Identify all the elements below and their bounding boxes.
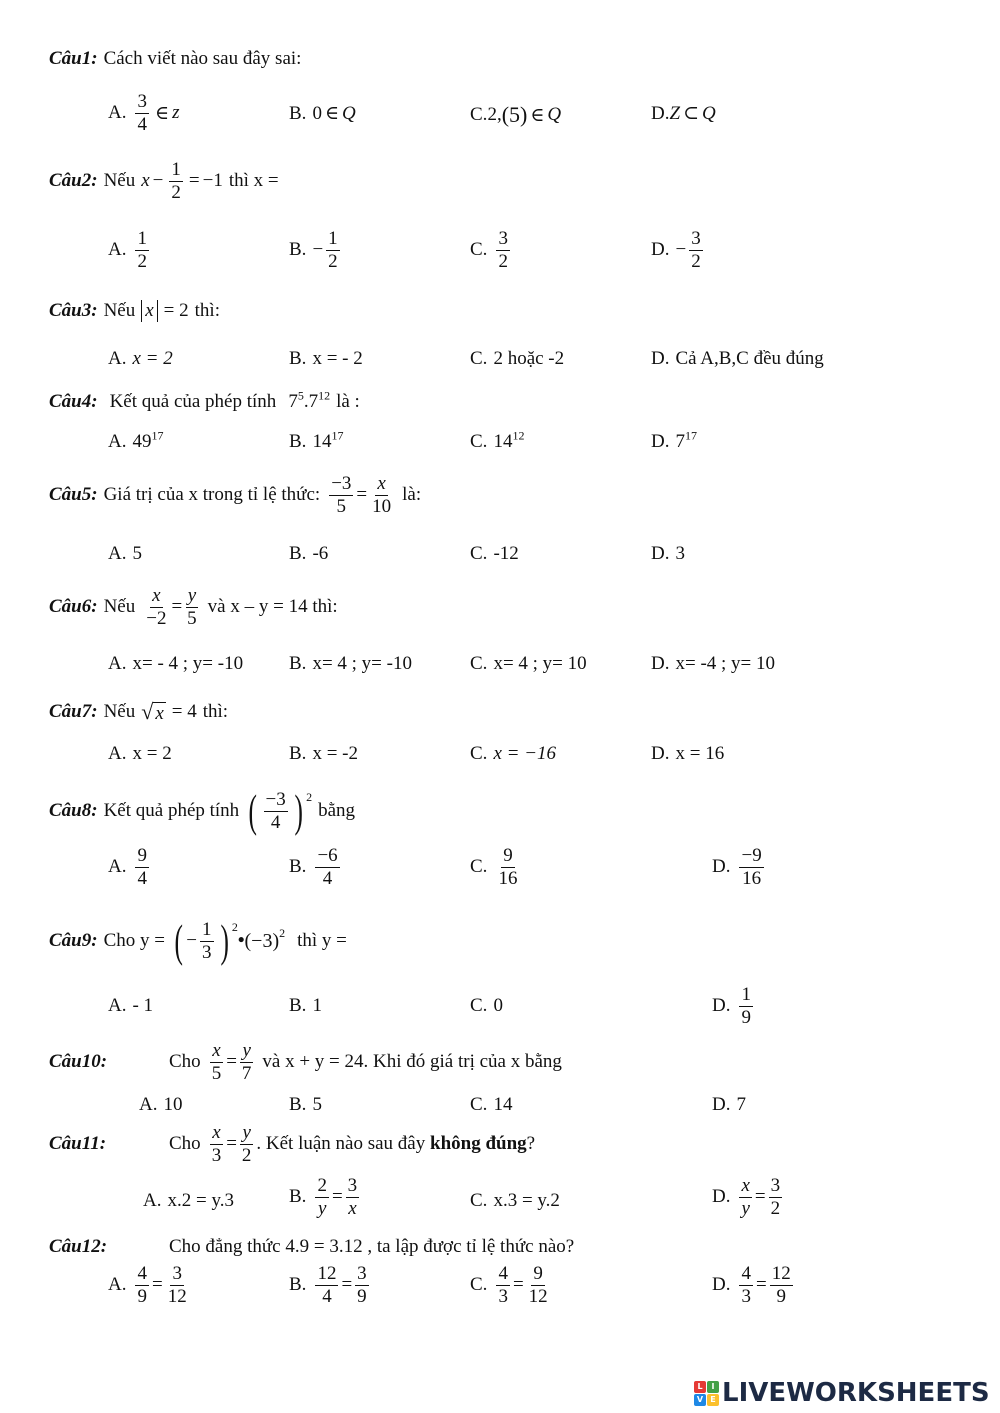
option-letter: B. — [289, 743, 307, 764]
left-paren: ( — [248, 785, 258, 836]
question-label: Câu1: — [49, 48, 98, 69]
power: $7^{17}$ — [675, 428, 697, 452]
q3-option-c[interactable] — [470, 348, 564, 370]
fraction: $\frac{-9}{16}$ — [741, 845, 762, 889]
subset-symbol: ⊂ — [683, 103, 699, 124]
option-letter: A. — [143, 1190, 162, 1211]
option-text: x= 4 ; y= -10 — [312, 653, 412, 674]
question-text: Nếu — [103, 701, 136, 722]
equals-symbol: = — [171, 596, 183, 618]
repeating-decimal: (5) — [501, 102, 528, 127]
exponent: 2 — [306, 790, 313, 804]
question-text: Nếu — [103, 170, 136, 192]
fraction: $\frac{-3}{5}$ — [331, 473, 352, 517]
option-text: 5 — [132, 543, 142, 564]
q1-option-b[interactable] — [289, 102, 356, 125]
option-text: x= - 4 ; y= -10 — [132, 653, 244, 674]
fraction: $\frac{9}{16}$ — [498, 845, 518, 889]
q8-option-a[interactable] — [108, 846, 152, 889]
option-letter: D. — [712, 995, 731, 1017]
question-text: thì: — [194, 300, 220, 321]
fraction: $\frac{1}{2}$ — [328, 228, 338, 272]
option-text: x = 2 — [132, 743, 172, 764]
question-text: và x – y = 14 thì: — [207, 596, 338, 618]
q6-option-a[interactable] — [108, 653, 243, 675]
fraction: $\frac{3}{12}$ — [167, 1263, 187, 1307]
equals-symbol: = — [356, 484, 368, 506]
question-text: thì y = — [297, 930, 347, 951]
q7-option-c[interactable] — [470, 743, 556, 765]
fraction: $\frac{x}{y}$ — [741, 1175, 750, 1219]
fraction: $\frac{y}{2}$ — [241, 1122, 252, 1166]
option-text: 14 — [493, 1094, 513, 1115]
question-text: . Kết luận nào sau đây — [256, 1133, 426, 1155]
question-text: thì: — [202, 701, 229, 722]
set-name: z — [172, 102, 180, 124]
option-text: -6 — [312, 543, 329, 564]
question-text: Giá trị của x trong tỉ lệ thức: — [103, 484, 321, 506]
option-text: x = - 2 — [312, 348, 363, 369]
question-text: Nếu — [103, 300, 136, 321]
question-text: Cho — [169, 1133, 201, 1155]
q4-option-b[interactable] — [289, 428, 344, 453]
option-letter: A. — [108, 653, 127, 674]
equals-symbol: = — [151, 1274, 163, 1296]
question-1 — [49, 48, 301, 70]
q4-option-c[interactable] — [470, 428, 525, 453]
fraction: $\frac{2}{y}$ — [317, 1175, 327, 1219]
fraction: $\frac{9}{12}$ — [528, 1263, 548, 1307]
q11-option-b[interactable] — [289, 1176, 362, 1219]
option-letter: C. — [470, 1190, 488, 1211]
option-letter: C. — [470, 856, 488, 878]
option-letter: D. — [651, 543, 670, 564]
fraction: $\frac{12}{9}$ — [771, 1263, 791, 1307]
q4-option-d[interactable] — [651, 428, 697, 453]
option-letter: B. — [289, 348, 307, 369]
logo-icon-letter: L — [694, 1381, 706, 1393]
question-text: là: — [402, 484, 422, 506]
logo-icon-letter: E — [707, 1394, 719, 1406]
fraction: $\frac{y}{7}$ — [241, 1040, 252, 1084]
fraction: $\frac{9}{4}$ — [137, 845, 147, 889]
option-text: x.2 = y.3 — [167, 1190, 234, 1211]
minus-symbol: − — [152, 170, 164, 192]
question-5 — [49, 474, 421, 517]
question-12 — [49, 1236, 574, 1258]
option-text: 10 — [163, 1094, 183, 1115]
option-letter: C. — [470, 239, 488, 261]
question-label: Câu3: — [49, 300, 98, 321]
equation-rhs: = 4 — [171, 701, 197, 722]
q3-option-a[interactable] — [108, 348, 173, 370]
question-text: Kết quả phép tính — [103, 800, 240, 821]
q4-option-a[interactable] — [108, 428, 164, 453]
q7-option-d[interactable] — [651, 743, 724, 765]
q3-option-d[interactable] — [651, 348, 824, 370]
option-letter: C. — [470, 348, 488, 369]
q12-option-d[interactable] — [712, 1264, 796, 1307]
q2-option-c[interactable] — [470, 229, 513, 272]
set-name: Q — [547, 104, 562, 125]
option-letter: A. — [139, 1094, 158, 1115]
question-9 — [49, 915, 347, 966]
question-4 — [49, 388, 360, 413]
question-text: Kết quả của phép tính — [109, 391, 277, 412]
element-of-symbol: ∈ — [324, 103, 340, 124]
q6-option-c[interactable] — [470, 653, 587, 675]
right-paren: ) — [219, 915, 229, 966]
option-letter: A. — [108, 102, 127, 124]
q8-option-c[interactable] — [470, 846, 522, 889]
option-letter: B. — [289, 1094, 307, 1115]
equals-symbol: = — [341, 1274, 353, 1296]
fraction: $\frac{4}{9}$ — [137, 1263, 147, 1307]
option-text: x = −16 — [493, 743, 557, 764]
q8-option-d[interactable] — [712, 846, 767, 889]
question-label: Câu8: — [49, 800, 98, 821]
minus-symbol: − — [186, 930, 198, 951]
option-letter: C. — [470, 543, 488, 564]
option-text: 5 — [312, 1094, 322, 1115]
option-letter: B. — [289, 543, 307, 564]
q2-option-b[interactable] — [289, 229, 343, 272]
question-8 — [49, 785, 355, 836]
equation-rhs: −1 — [202, 170, 223, 192]
question-text: Cho đẳng thức 4.9 = 3.12 , ta lập được tỉ lệ thức nào? — [169, 1236, 575, 1257]
q5-option-b[interactable] — [289, 543, 328, 565]
minus-symbol: − — [675, 239, 687, 261]
fraction: $\frac{y}{5}$ — [187, 585, 197, 629]
option-letter: B. — [289, 995, 307, 1016]
option-text: x= -4 ; y= 10 — [675, 653, 776, 674]
fraction: $\frac{-3}{4}$ — [265, 788, 286, 833]
question-text: bằng — [318, 800, 355, 821]
option-text: x= 4 ; y= 10 — [493, 653, 587, 674]
option-letter: C. — [470, 743, 488, 764]
equals-symbol: = — [226, 1051, 237, 1073]
option-letter: A. — [108, 995, 127, 1016]
option-text: Cả A,B,C đều đúng — [675, 348, 824, 369]
option-letter: A. — [108, 543, 127, 564]
option-letter: D. — [712, 856, 731, 878]
option-letter: A. — [108, 239, 127, 261]
option-text: 7 — [736, 1094, 746, 1115]
multiply-dot: • — [237, 930, 245, 951]
q12-option-b[interactable] — [289, 1264, 372, 1307]
option-letter: D. — [651, 743, 670, 764]
fraction: $\frac{3}{2}$ — [770, 1175, 781, 1219]
equals-symbol: = — [331, 1186, 343, 1208]
q3-option-b[interactable] — [289, 348, 363, 370]
equals-symbol: = — [188, 170, 200, 192]
question-label: Câu7: — [49, 701, 98, 722]
base-expression: (−3) — [244, 929, 280, 952]
fraction: $\frac{1}{2}$ — [171, 159, 181, 203]
q1-option-c[interactable] — [470, 102, 561, 128]
option-letter: A. — [108, 856, 127, 878]
fraction: $\frac{1}{3}$ — [202, 918, 212, 963]
fraction: $\frac{1}{9}$ — [741, 984, 751, 1028]
exponent: 2 — [279, 926, 286, 940]
option-text: 3 — [675, 543, 685, 564]
q2-option-d[interactable] — [651, 229, 706, 272]
right-paren: ) — [294, 785, 303, 836]
option-letter: A. — [108, 1274, 127, 1296]
question-text: Cho y = — [103, 930, 165, 951]
question-10 — [49, 1041, 562, 1084]
q10-option-a[interactable] — [139, 1094, 182, 1116]
minus-symbol: − — [312, 239, 324, 261]
option-letter: B. — [289, 239, 307, 261]
option-text: x.3 = y.2 — [493, 1190, 560, 1211]
equals-symbol: = — [512, 1274, 524, 1296]
question-text: ? — [526, 1133, 536, 1155]
option-text: - 1 — [132, 995, 154, 1016]
option-text: x = 16 — [675, 743, 725, 764]
q11-option-a[interactable] — [143, 1190, 234, 1212]
q11-option-c[interactable] — [470, 1190, 560, 1212]
q9-option-b[interactable] — [289, 995, 322, 1017]
q1-option-d[interactable] — [651, 102, 716, 125]
option-text: -12 — [493, 543, 519, 564]
equals-symbol: = — [755, 1274, 767, 1296]
logo-icon-letter: V — [694, 1394, 706, 1406]
question-6 — [49, 586, 338, 629]
option-letter: B. — [289, 431, 307, 452]
option-letter: A. — [108, 743, 127, 764]
option-letter: D. — [712, 1274, 731, 1296]
exponent: 2 — [231, 920, 238, 934]
q2-option-a[interactable] — [108, 229, 152, 272]
left-paren: ( — [174, 915, 183, 966]
question-label: Câu6: — [49, 596, 98, 618]
q5-option-d[interactable] — [651, 543, 685, 565]
option-letter: D. — [651, 102, 670, 124]
liveworksheets-logo — [694, 1378, 990, 1408]
question-label: Câu2: — [49, 170, 98, 192]
q7-option-a[interactable] — [108, 743, 172, 765]
fraction: $\frac{12}{4}$ — [317, 1263, 337, 1307]
q7-option-b[interactable] — [289, 743, 358, 765]
q5-option-a[interactable] — [108, 543, 142, 565]
absolute-value: x — [141, 300, 157, 322]
question-2 — [49, 160, 279, 203]
q9-option-c[interactable] — [470, 995, 503, 1017]
question-label: Câu4: — [49, 391, 98, 412]
option-letter: B. — [289, 653, 307, 674]
fraction: $\frac{x}{10}$ — [372, 473, 392, 517]
set-name: Q — [342, 102, 356, 124]
option-letter: D. — [712, 1186, 731, 1208]
element-of-symbol: ∈ — [530, 104, 545, 126]
option-letter: A. — [108, 431, 127, 452]
fraction: $\frac{x}{5}$ — [211, 1040, 222, 1084]
option-letter: C. — [470, 653, 488, 674]
question-7 — [49, 699, 228, 725]
option-text: x = -2 — [312, 743, 358, 764]
option-letter: B. — [289, 856, 307, 878]
element-of-symbol: ∈ — [154, 102, 170, 124]
equals-symbol: = — [754, 1186, 766, 1208]
fraction: $\frac{x}{3}$ — [211, 1122, 222, 1166]
option-letter: B. — [289, 1186, 307, 1208]
question-text: là : — [336, 391, 360, 412]
q1-option-a[interactable] — [108, 92, 179, 135]
equals-symbol: = — [226, 1133, 237, 1155]
fraction: $\frac{3}{9}$ — [357, 1263, 367, 1307]
power: $49^{17}$ — [132, 428, 164, 452]
variable: x — [141, 170, 150, 192]
fraction: $\frac{4}{3}$ — [498, 1263, 508, 1307]
option-letter: D. — [651, 239, 670, 261]
q8-option-b[interactable] — [289, 846, 343, 889]
option-text: 2 hoặc -2 — [493, 348, 565, 369]
option-letter: C. — [470, 431, 488, 452]
q10-option-d[interactable] — [712, 1094, 746, 1116]
option-letter: D. — [712, 1094, 731, 1115]
emphasis-text: không đúng — [430, 1133, 527, 1155]
question-label: Câu11: — [49, 1133, 107, 1155]
q12-option-a[interactable] — [108, 1264, 192, 1307]
fraction: $\frac{3}{2}$ — [691, 228, 701, 272]
option-letter: D. — [651, 348, 670, 369]
question-text: thì x = — [228, 170, 279, 192]
q6-option-b[interactable] — [289, 653, 412, 675]
power-expression: $7^5.7^{12}$ — [288, 388, 331, 412]
fraction: $\frac{-6}{4}$ — [317, 845, 338, 889]
logo-text: LIVEWORKSHEETS — [722, 1378, 990, 1408]
option-text: 0 — [493, 995, 503, 1016]
logo-icon — [694, 1381, 719, 1406]
option-letter: A. — [108, 348, 127, 369]
set-name: Z — [669, 102, 681, 124]
option-text: x = 2 — [132, 348, 173, 369]
question-label: Câu9: — [49, 930, 98, 951]
fraction: $\frac{4}{3}$ — [741, 1263, 751, 1307]
q10-option-c[interactable] — [470, 1094, 512, 1116]
fraction: $\frac{3}{2}$ — [498, 228, 508, 272]
logo-icon-letter: I — [707, 1381, 719, 1393]
question-3 — [49, 300, 220, 322]
option-value: 2, — [487, 104, 502, 125]
question-11 — [49, 1123, 535, 1166]
power: $14^{17}$ — [312, 428, 344, 452]
q9-option-d[interactable] — [712, 985, 756, 1028]
fraction: $\frac{1}{2}$ — [137, 228, 147, 272]
square-root: √ x — [141, 699, 164, 724]
question-label: Câu5: — [49, 484, 98, 506]
option-text: 1 — [312, 995, 322, 1016]
fraction: $\frac{3}{x}$ — [347, 1175, 358, 1219]
question-label: Câu12: — [49, 1236, 108, 1257]
option-letter: C. — [470, 1274, 488, 1296]
option-value: 0 — [312, 102, 322, 124]
question-text: và x + y = 24. Khi đó giá trị của x bằng — [262, 1051, 562, 1073]
question-label: Câu10: — [49, 1051, 108, 1073]
q11-option-d[interactable] — [712, 1176, 785, 1219]
question-text: Cách viết nào sau đây sai: — [103, 48, 302, 69]
set-name: Q — [701, 102, 716, 124]
q6-option-d[interactable] — [651, 653, 775, 675]
option-letter: C. — [470, 995, 488, 1016]
fraction: $\frac{x}{-2}$ — [146, 585, 167, 629]
q10-option-b[interactable] — [289, 1094, 322, 1116]
option-letter: C. — [470, 1094, 488, 1115]
option-letter: C. — [470, 104, 488, 125]
q5-option-c[interactable] — [470, 543, 519, 565]
equation-rhs: = 2 — [163, 300, 189, 321]
power: $14^{12}$ — [493, 428, 525, 452]
option-letter: D. — [651, 431, 670, 452]
fraction: $\frac{3}{4}$ — [137, 91, 147, 135]
option-letter: B. — [289, 1274, 307, 1296]
option-letter: D. — [651, 653, 670, 674]
question-text: Nếu — [103, 596, 136, 618]
q9-option-a[interactable] — [108, 995, 153, 1017]
q12-option-c[interactable] — [470, 1264, 553, 1307]
question-text: Cho — [169, 1051, 201, 1073]
option-letter: B. — [289, 102, 307, 124]
